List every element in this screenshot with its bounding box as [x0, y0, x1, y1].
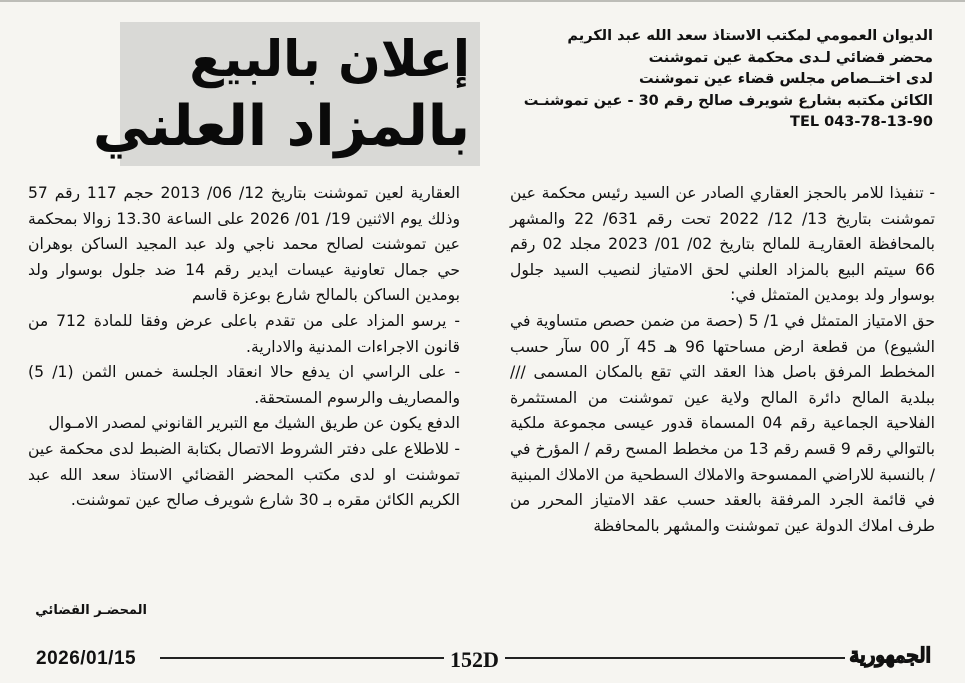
paragraph: - تنفيذا للامر بالحجز العقاري الصادر عن السيد رئيس محكمة عين تموشنت بتاريخ 13/ 12/ 2022 تحت رقم 631/ 22 والمشهر بالمحافظة العقاريـة للمالح بتاريخ 02/ 01/ 2023 مجلد 02 رقم 66 سيتم البيع بالمزاد العلني لحق الامتياز لنصيب السيد جلول بوسوار ولد بومدين المتمثل في: — [510, 184, 936, 305]
title-box — [92, 22, 480, 166]
footer-rule — [160, 657, 885, 659]
title-line-1: إعلان بالبيع — [189, 30, 470, 88]
left-column — [28, 181, 460, 514]
newspaper-logo: الجمهورية — [845, 643, 935, 667]
paragraph: العقارية لعين تموشنت بتاريخ 12/ 06/ 2013 حجم 117 رقم 57 وذلك يوم الاثنين 19/ 01/ 2026 على الساعة 13.30 زوالا بمحكمة عين تموشنت لصالح محمد ناجي ولد عبد المجيد الساكن بوهران حي جمال تعاونية عيسات ايدير رقم 14 ضد جلول بوسوار ولد بومدين الساكن بالمالح شارع بوعزة قاسم — [28, 184, 461, 305]
right-column — [510, 181, 935, 539]
paragraph: - على الراسي ان يدفع حالا انعقاد الجلسة خمس الثمن (1/ 5) والمصاريف والرسوم المستحقة. — [28, 363, 460, 407]
paragraph: حق الامتياز المتمثل في 1/ 5 (حصة من ضمن حصص متساوية في الشيوع) من قطعة ارض مساحتها 96 هـ 45 آر 00 سآر حسب المخطط المرفق باصل هذا العقد التي تقع بالمكان المسمى /// ببلدية المالح دائرة المالح ولاية عين تموشنت من المستثمرة الفلاحية الجماعية رقم 04 المسماة قدور عيسى مجموعة ملكية بالتوالي رقم 9 قسم رقم 13 من مخطط المسح رقم / المؤرخ في / بالنسبة للاراضي الممسوحة والاملاك السطحية من الاملاك المبنية في قائمة الجرد المرفقة بالعقد حسب عقد الامتياز المحرر من طرف املاك الدولة عين تموشنت والمشهر بالمحافظة — [510, 311, 936, 535]
office-line-2: محضر قضائي لـدى محكمة عين تموشنت — [648, 49, 933, 66]
footer-date: 2026/01/15 — [30, 648, 142, 670]
title-line-2: بالمزاد العلني — [92, 94, 470, 159]
paragraph: الدفع يكون عن طريق الشيك مع التبرير القانوني لمصدر الامـوال — [48, 414, 460, 433]
office-line-3: لدى اختــصاص مجلس قضاء عين تموشنت — [639, 71, 933, 87]
signature: المحضـر القضائي — [35, 603, 147, 618]
paragraph: - للاطلاع على دفتر الشروط الاتصال بكتابة الضبط لدى محكمة عين تموشنت او لدى مكتب المحضر القضائي الاستاذ سعد الله عبد الكريم الكائن مقره بـ 30 شارع شويرف صالح عين تموشنت. — [28, 439, 460, 510]
office-line-1: الديوان العمومي لمكتب الاستاذ سعد الله عبد الكريم — [567, 28, 933, 44]
top-border — [0, 0, 965, 2]
office-line-4: الكائن مكتبه بشارع شويرف صالح رقم 30 - عين تموشنـت — [523, 92, 933, 109]
office-phone: TEL 043-78-13-90 — [790, 114, 933, 130]
paragraph: - يرسو المزاد على من تقدم باعلى عرض وفقا للمادة 712 من قانون الاجراءات المدنية والادارية. — [28, 311, 460, 356]
office-header — [523, 26, 933, 134]
footer-page-number: 152D — [444, 647, 505, 673]
